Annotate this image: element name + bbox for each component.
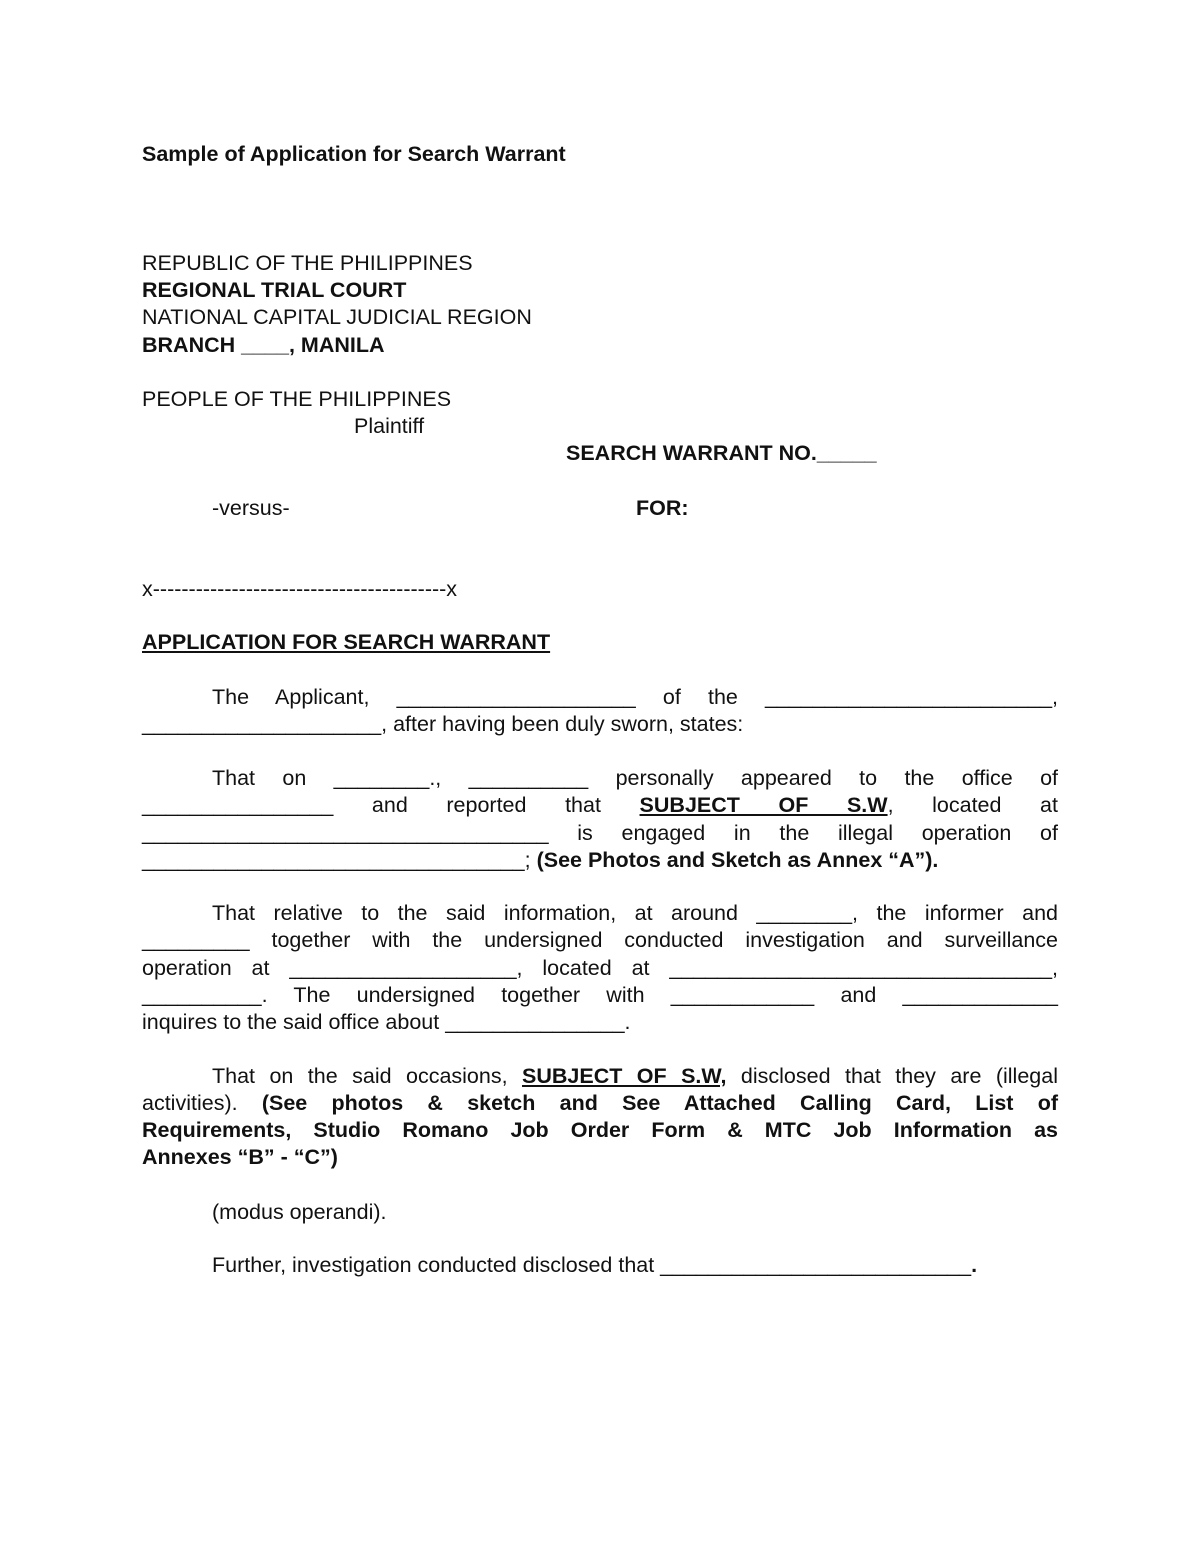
paragraph-4-line-2 (142, 1090, 1058, 1117)
modus-operandi: (modus operandi). (212, 1200, 387, 1224)
p4-l3-text: Requirements, Studio Romano Job Order Form & MTC Job Information as (142, 1118, 1058, 1142)
p6-text: Further, investigation conducted disclosed that __________________________ (212, 1253, 972, 1277)
p4-l2b-text: (See photos & sketch and See Attached Calling Card, List of (237, 1091, 1058, 1115)
warrant-number: SEARCH WARRANT NO._____ (566, 441, 877, 465)
republic-line: REPUBLIC OF THE PHILIPPINES (142, 251, 473, 275)
paragraph-3-line-1 (142, 900, 1058, 927)
paragraph-2-line-3 (142, 820, 1058, 847)
versus-label: -versus- (212, 496, 290, 520)
p3-l1-text: That relative to the said information, at around ________, the informer and (212, 901, 1058, 925)
subject-of-sw: SUBJECT OF S.W (639, 793, 888, 817)
p1-l1-text: The Applicant, ____________________ of the ________________________, (212, 685, 1058, 709)
sample-title: Sample of Application for Search Warrant (142, 142, 566, 166)
court-name: REGIONAL TRIAL COURT (142, 278, 407, 302)
p4-l2a-text: activities). (142, 1091, 238, 1115)
paragraph-2-line-4 (142, 847, 1058, 874)
p4-l1a-text: That on the said occasions, (212, 1064, 508, 1088)
p3-l5-text: inquires to the said office about _______________. (142, 1010, 631, 1034)
paragraph-3-line-2 (142, 927, 1058, 954)
paragraph-4-line-1 (142, 1063, 1058, 1090)
p2-l3-text: __________________________________ is engaged in the illegal operation of (142, 821, 1058, 845)
paragraph-1-line-1 (142, 684, 1058, 711)
paragraph-1-line-2 (142, 711, 1058, 738)
document-heading: APPLICATION FOR SEARCH WARRANT (142, 630, 551, 654)
judicial-region: NATIONAL CAPITAL JUDICIAL REGION (142, 305, 532, 329)
p2-l1-text: That on ________., __________ personally appeared to the office of (212, 766, 1058, 790)
paragraph-4-line-3 (142, 1117, 1058, 1144)
for-label: FOR: (636, 496, 689, 520)
plaintiff-role: Plaintiff (354, 414, 425, 438)
p3-l4-text: __________. The undersigned together with ____________ and _____________ (142, 983, 1058, 1007)
p3-l2-text: _________ together with the undersigned conducted investigation and surveillance (142, 928, 1058, 952)
paragraph-3-line-4 (142, 982, 1058, 1009)
p2-l2a-text: ________________ and reported that (142, 793, 601, 817)
paragraph-2-line-2 (142, 792, 1058, 819)
p6-end: . (971, 1253, 978, 1277)
annex-a-reference: (See Photos and Sketch as Annex “A”). (530, 848, 939, 872)
paragraph-4-line-4 (142, 1144, 1058, 1171)
plaintiff-party: PEOPLE OF THE PHILIPPINES (142, 387, 452, 411)
paragraph-2-line-1 (142, 765, 1058, 792)
p2-l4a-text: ________________________________; (142, 848, 531, 872)
branch-line: BRANCH ____, MANILA (142, 333, 385, 357)
caption-separator: x-----------------------------------------x (142, 577, 458, 601)
paragraph-3-line-5 (142, 1009, 1058, 1036)
paragraph-6 (212, 1252, 977, 1279)
paragraph-3-line-3 (142, 955, 1058, 982)
p2-l2c-text: , located at (887, 793, 1058, 817)
p4-l4-text: Annexes “B” - “C”) (142, 1145, 338, 1169)
p1-l2-text: ____________________, after having been duly sworn, states: (142, 712, 744, 736)
p3-l3-text: operation at ___________________, located at ________________________________, (142, 956, 1058, 980)
subject-of-sw-2: SUBJECT OF S.W, (522, 1064, 727, 1088)
p4-l1c-text: disclosed that they are (illegal (726, 1064, 1058, 1088)
